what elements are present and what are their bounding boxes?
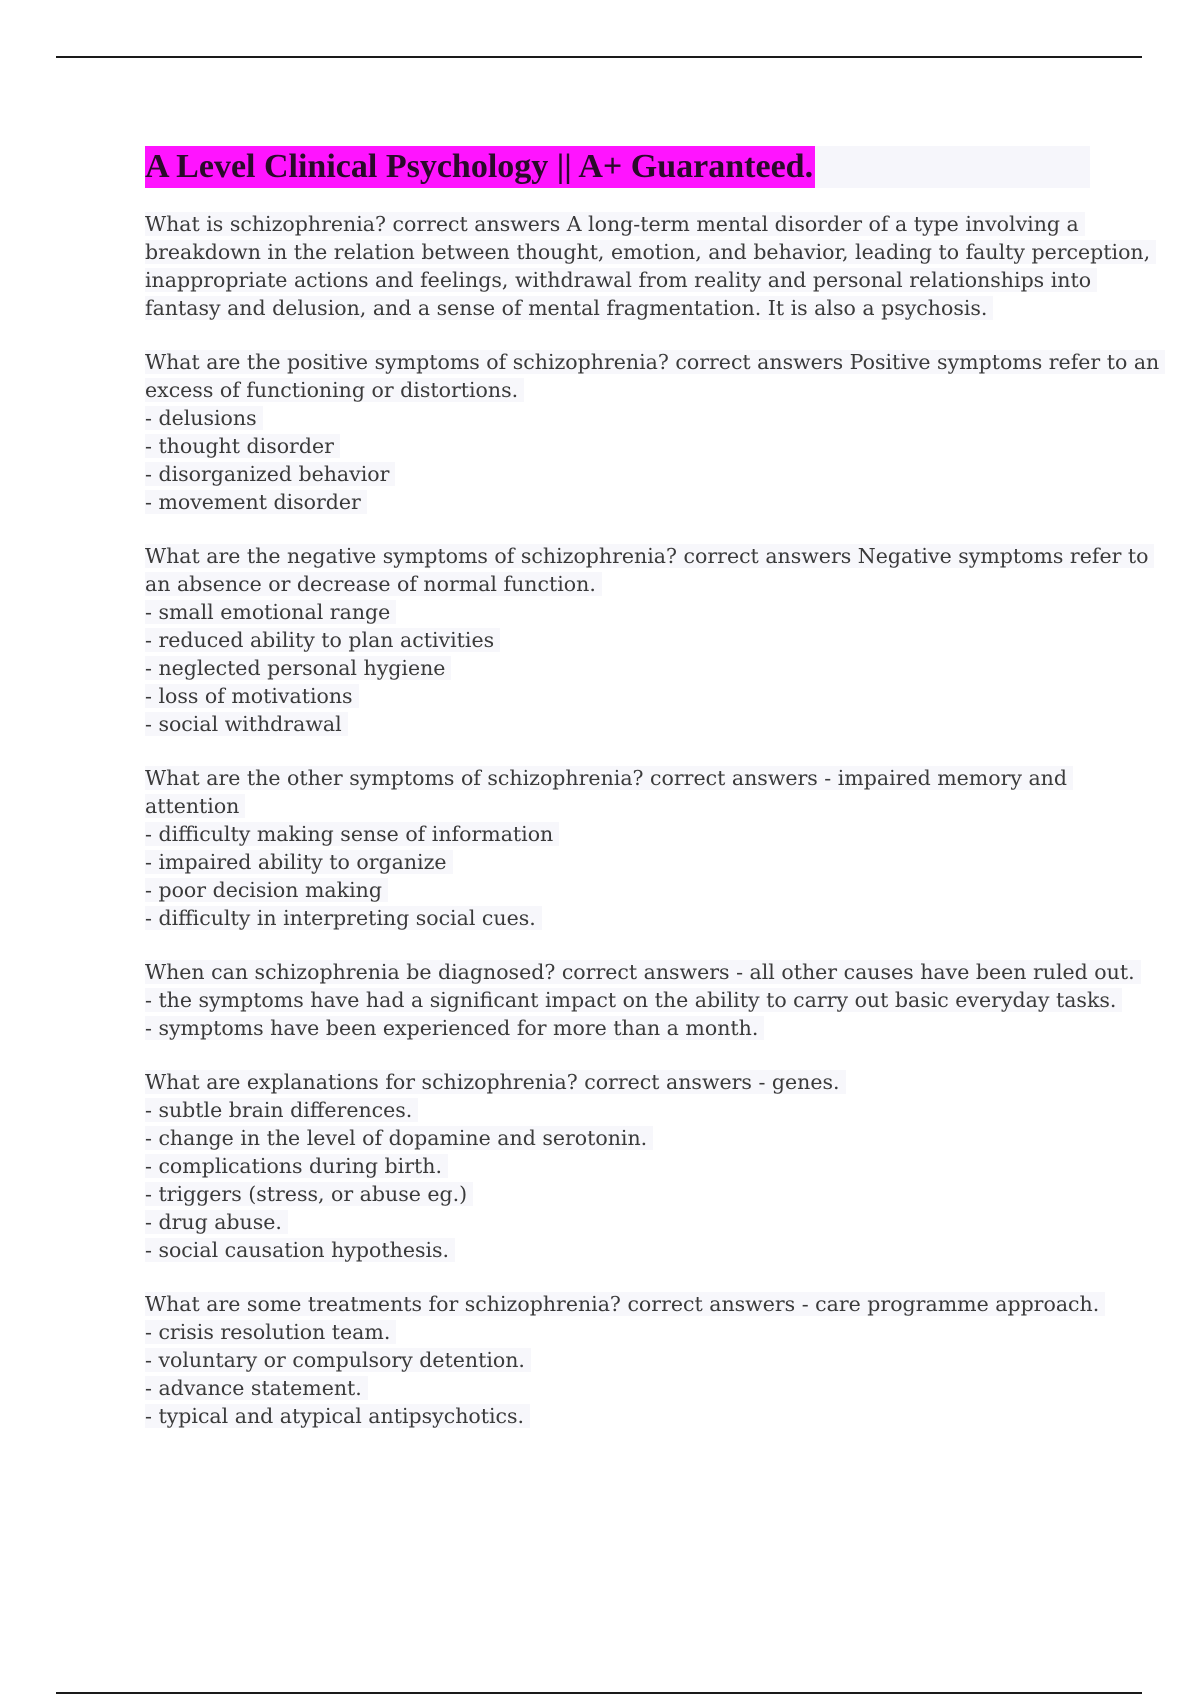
line-text: - change in the level of dopamine and serotonin. xyxy=(145,1126,653,1150)
question-line xyxy=(145,1290,1100,1318)
qa-sections xyxy=(145,210,1160,1430)
answer-line xyxy=(145,1402,1090,1430)
line-text: - the symptoms have had a significant impact on the ability to carry out basic everyday tasks. xyxy=(145,988,1122,1012)
qa-block xyxy=(145,1290,1100,1430)
line-text: What are the other symptoms of schizophrenia? correct answers - impaired memory and xyxy=(145,766,1073,790)
answer-line xyxy=(145,986,1117,1014)
qa-block xyxy=(145,764,1090,932)
line-text: - triggers (stress, or abuse eg.) xyxy=(145,1182,473,1206)
line-text: - crisis resolution team. xyxy=(145,1320,396,1344)
answer-line xyxy=(145,1124,1090,1152)
qa-block xyxy=(145,958,1135,1042)
line-text: What are the positive symptoms of schizophrenia? correct answers Positive symptoms refer to an xyxy=(145,350,1165,374)
answer-line xyxy=(145,570,1090,598)
qa-block xyxy=(145,1068,1090,1264)
line-text: - complications during birth. xyxy=(145,1154,448,1178)
line-text: - social causation hypothesis. xyxy=(145,1238,455,1262)
line-text: inappropriate actions and feelings, withdrawal from reality and personal relationships into xyxy=(145,268,1097,292)
answer-line xyxy=(145,598,1090,626)
qa-block xyxy=(145,542,1149,738)
line-text: attention xyxy=(145,794,245,818)
question-line xyxy=(145,764,1090,792)
answer-line xyxy=(145,404,1090,432)
line-text: When can schizophrenia be diagnosed? correct answers - all other causes have been ruled out. xyxy=(145,960,1141,984)
answer-line xyxy=(145,432,1090,460)
line-text: What are explanations for schizophrenia? correct answers - genes. xyxy=(145,1070,846,1094)
line-text: - symptoms have been experienced for more than a month. xyxy=(145,1016,764,1040)
answer-line xyxy=(145,266,1090,294)
line-text: - delusions xyxy=(145,406,263,430)
title-band xyxy=(145,146,1090,188)
answer-line xyxy=(145,1346,1090,1374)
question-line xyxy=(145,1068,1090,1096)
answer-line xyxy=(145,792,1090,820)
answer-line xyxy=(145,626,1090,654)
answer-line xyxy=(145,1318,1090,1346)
question-line xyxy=(145,542,1149,570)
answer-line xyxy=(145,1236,1090,1264)
line-text: - disorganized behavior xyxy=(145,462,395,486)
answer-line xyxy=(145,876,1090,904)
line-text: - poor decision making xyxy=(145,878,388,902)
line-text: - reduced ability to plan activities xyxy=(145,628,500,652)
line-text: What are the negative symptoms of schizophrenia? correct answers Negative symptoms refer to xyxy=(145,544,1154,568)
line-text: - small emotional range xyxy=(145,600,396,624)
question-line xyxy=(145,210,1090,238)
line-text: - advance statement. xyxy=(145,1376,368,1400)
answer-line xyxy=(145,654,1090,682)
answer-line xyxy=(145,682,1090,710)
line-text: What is schizophrenia? correct answers A long-term mental disorder of a type involving a xyxy=(145,212,1085,236)
answer-line xyxy=(145,238,1151,266)
answer-line xyxy=(145,848,1090,876)
line-text: an absence or decrease of normal function. xyxy=(145,572,602,596)
line-text: - social withdrawal xyxy=(145,712,348,736)
line-text: excess of functioning or distortions. xyxy=(145,378,524,402)
line-text: - voluntary or compulsory detention. xyxy=(145,1348,531,1372)
answer-line xyxy=(145,1152,1090,1180)
line-text: - difficulty in interpreting social cues. xyxy=(145,906,542,930)
answer-line xyxy=(145,820,1090,848)
line-text: - thought disorder xyxy=(145,434,340,458)
footer-rule xyxy=(56,1692,1142,1694)
line-text: - subtle brain differences. xyxy=(145,1098,418,1122)
line-text: - loss of motivations xyxy=(145,684,359,708)
line-text: - drug abuse. xyxy=(145,1210,288,1234)
document-title: A Level Clinical Psychology || A+ Guaranteed. xyxy=(145,146,815,188)
line-text: - impaired ability to organize xyxy=(145,850,453,874)
answer-line xyxy=(145,488,1090,516)
answer-line xyxy=(145,460,1090,488)
answer-line xyxy=(145,710,1090,738)
document-body xyxy=(145,146,1160,1456)
answer-line xyxy=(145,904,1090,932)
answer-line xyxy=(145,376,1090,404)
line-text: What are some treatments for schizophrenia? correct answers - care programme approach. xyxy=(145,1292,1105,1316)
answer-line xyxy=(145,1180,1090,1208)
line-text: fantasy and delusion, and a sense of mental fragmentation. It is also a psychosis. xyxy=(145,296,993,320)
qa-block xyxy=(145,348,1160,516)
line-text: - typical and atypical antipsychotics. xyxy=(145,1404,530,1428)
question-line xyxy=(145,958,1135,986)
qa-block xyxy=(145,210,1151,322)
line-text: - movement disorder xyxy=(145,490,367,514)
answer-line xyxy=(145,1208,1090,1236)
answer-line xyxy=(145,1096,1090,1124)
line-text: - difficulty making sense of information xyxy=(145,822,559,846)
line-text: breakdown in the relation between thought, emotion, and behavior, leading to faulty perception, xyxy=(145,240,1156,264)
line-text: - neglected personal hygiene xyxy=(145,656,451,680)
answer-line xyxy=(145,1014,1090,1042)
header-rule xyxy=(56,56,1142,58)
question-line xyxy=(145,348,1160,376)
answer-line xyxy=(145,1374,1090,1402)
answer-line xyxy=(145,294,1090,322)
